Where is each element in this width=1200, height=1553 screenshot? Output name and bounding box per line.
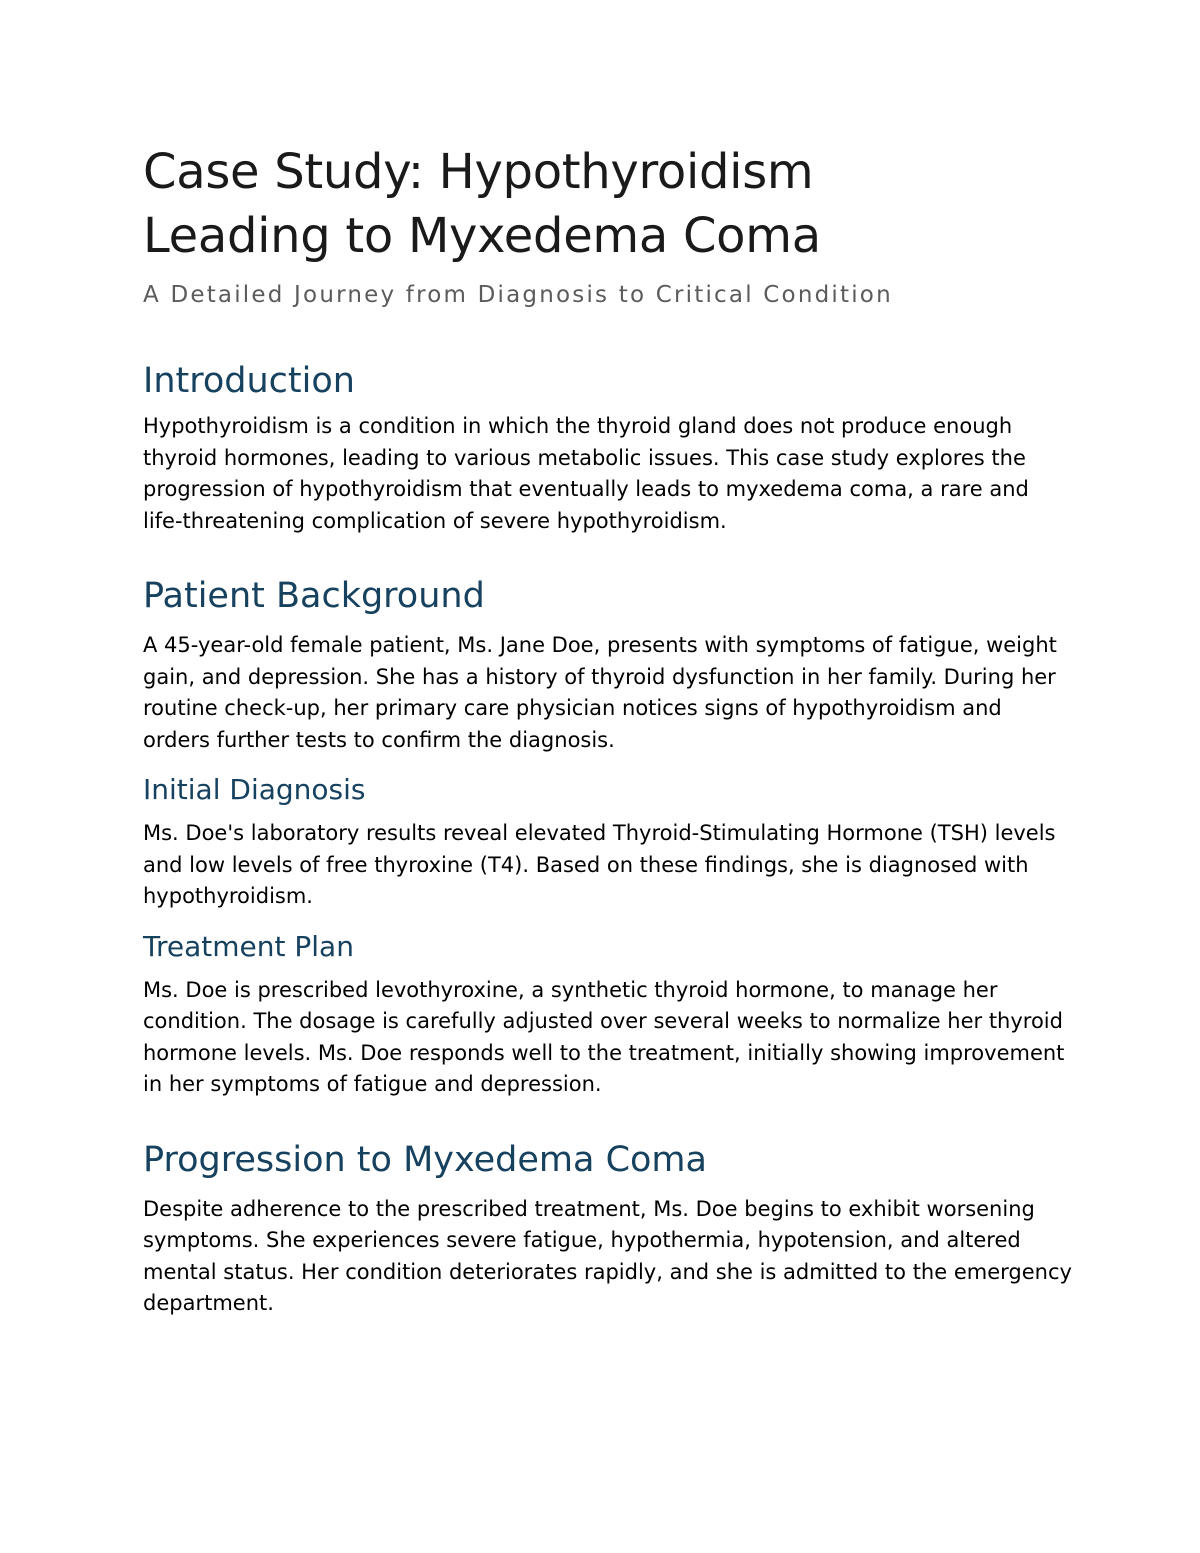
progression-heading: Progression to Myxedema Coma xyxy=(143,1139,707,1180)
document-title-line-1: Case Study: Hypothyroidism xyxy=(143,144,814,200)
initial-diagnosis-heading: Initial Diagnosis xyxy=(143,773,366,806)
document-subtitle: A Detailed Journey from Diagnosis to Critical Condition xyxy=(143,282,893,308)
patient-background-body: A 45-year-old female patient, Ms. Jane Doe, presents with symptoms of fatigue, weight gain, and depression. She has a history of thyroid dysfunction in her family. During her routine check-up, her primary care physician notices signs of hypothyroidism and orders further tests to confirm the diagnosis. xyxy=(143,633,1057,752)
progression-body: Despite adherence to the prescribed treatment, Ms. Doe begins to exhibit worsening symptoms. She experiences severe fatigue, hypothermia, hypotension, and altered mental status. Her condition deteriorates rapidly, and she is admitted to the emergency department. xyxy=(143,1196,1072,1315)
document-page xyxy=(143,140,1073,1320)
document-title-line-2: Leading to Myxedema Coma xyxy=(143,208,821,264)
introduction-heading: Introduction xyxy=(143,361,355,401)
treatment-plan-heading: Treatment Plan xyxy=(143,929,354,963)
document-title xyxy=(143,140,1073,268)
patient-background-heading: Patient Background xyxy=(143,576,485,616)
initial-diagnosis-body: Ms. Doe's laboratory results reveal elevated Thyroid-Stimulating Hormone (TSH) levels and low levels of free thyroxine (T4). Based on these findings, she is diagnosed with hypothyroidism. xyxy=(143,821,1056,908)
introduction-body: Hypothyroidism is a condition in which the thyroid gland does not produce enough thyroid hormones, leading to various metabolic issues. This case study explores the progression of hypothyroidism that eventually leads to myxedema coma, a rare and life-threatening complication of severe hypothyroidism. xyxy=(143,414,1029,533)
treatment-plan-body: Ms. Doe is prescribed levothyroxine, a synthetic thyroid hormone, to manage her condition. The dosage is carefully adjusted over several weeks to normalize her thyroid hormone levels. Ms. Doe responds well to the treatment, initially showing improvement in her symptoms of fatigue and depression. xyxy=(143,977,1065,1096)
